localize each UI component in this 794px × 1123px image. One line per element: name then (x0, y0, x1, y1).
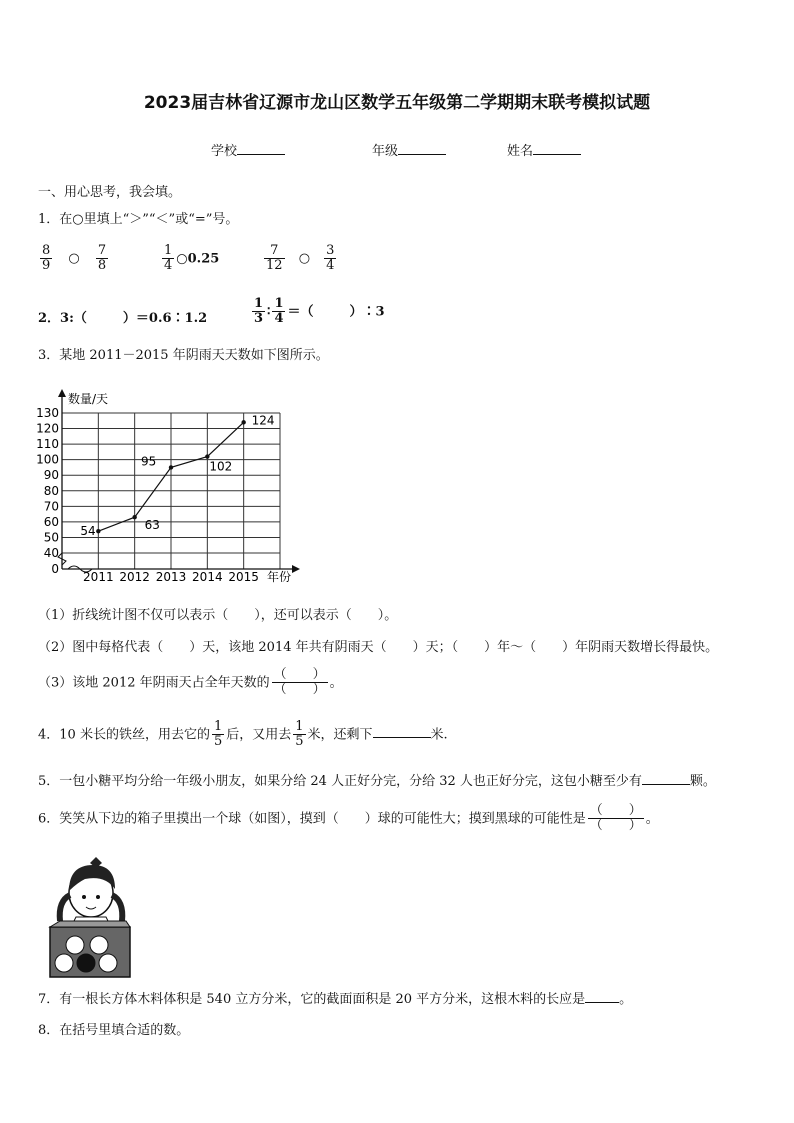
compare-circle-icon: ○ (68, 251, 80, 267)
question-3-text: 3．某地 2011－2015 年阴雨天天数如下图所示。 (38, 348, 329, 363)
y-tick-label: 130 (36, 406, 59, 420)
question-4: 4．10 米长的铁丝，用去它的 $\frac{1}{5}$ 后，又用去 $\frac{1}{5}$ 米，还剩下 米. (38, 719, 448, 750)
x-tick-label: 2013 (155, 570, 187, 584)
school-field[interactable]: 学校 (211, 140, 285, 159)
data-label: 102 (209, 459, 233, 474)
x-tick-label: 2012 (119, 570, 150, 584)
y-axis-label: 数量/天 (68, 392, 109, 406)
data-point (169, 465, 173, 469)
y-tick-label: 0 (51, 562, 59, 576)
compare-circle-icon: ○ (176, 251, 188, 267)
question-1-text: 1．在○里填上“＞”“＜”或“=”号。 (38, 212, 239, 227)
data-point (205, 454, 209, 458)
data-point (241, 420, 245, 424)
data-label: 54 (80, 524, 96, 539)
rainy-days-line-chart (30, 385, 310, 585)
data-label: 124 (251, 413, 275, 428)
grade-field[interactable]: 年级 (372, 140, 446, 159)
y-axis-arrow-icon (58, 389, 66, 397)
x-tick-label: 2015 (228, 570, 259, 584)
name-field[interactable]: 姓名 (507, 140, 581, 159)
x-axis-label: 年份 (267, 570, 292, 584)
q1-compare-c: $\frac{7}{12}$ ○ $\frac{3}{4}$ (266, 243, 335, 274)
question-6: 6．笑笑从下边的箱子里摸出一个球（如图），摸到（ ）球的可能性大；摸到黑球的可能性是 $\frac{( )}{( )}$ 。 (38, 803, 659, 834)
data-label: 95 (141, 454, 157, 469)
data-label: 63 (144, 518, 160, 533)
question-8: 8．在括号里填合适的数。 (38, 1023, 190, 1038)
q1-compare-b: $\frac{1}{4}$ ○0.25 (164, 243, 220, 274)
y-tick-label: 120 (36, 421, 59, 436)
data-point (132, 515, 136, 519)
x-tick-label: 2011 (83, 570, 114, 584)
question-3-sub2: （2）图中每格代表（ ）天，该地 2014 年共有阴雨天（ ）天；（ ）年～（ ）年阴雨天数增长得最快。 (38, 640, 719, 655)
y-tick-label: 60 (43, 514, 59, 529)
y-tick-label: 80 (43, 483, 59, 498)
question-3-sub1: （1）折线统计图不仅可以表示（ ），还可以表示（ ）。 (38, 608, 398, 623)
question-2-right: $\frac{1}{3}$ ∶ $\frac{1}{4}$ ＝（ ）∶3 (254, 296, 385, 327)
y-tick-label: 50 (43, 530, 59, 545)
section-heading: 一、用心思考，我会填。 (38, 185, 182, 200)
girl-with-box-illustration (46, 855, 136, 980)
y-tick-label: 100 (36, 452, 59, 467)
x-tick-labels (83, 570, 259, 584)
y-tick-label: 40 (43, 546, 59, 560)
data-point (96, 529, 100, 533)
chart-grid (62, 413, 280, 569)
question-5: 5．一包小糖平均分给一年级小朋友，如果分给 24 人正好分完，分给 32 人也正好分完，这包小糖至少有 颗。 (38, 774, 716, 789)
y-tick-labels (36, 406, 59, 576)
y-tick-label: 70 (43, 499, 59, 514)
x-tick-label: 2014 (192, 570, 223, 584)
page-title: 2023届吉林省辽源市龙山区数学五年级第二学期期末联考模拟试题 (143, 93, 651, 113)
question-2-left: 2．3:（ ）＝0.6∶1.2 (38, 311, 208, 326)
compare-circle-icon: ○ (298, 251, 311, 267)
q1-compare-a: $\frac{8}{9}$ ○ $\frac{7}{8}$ (42, 243, 107, 274)
y-tick-label: 110 (36, 437, 59, 452)
chart-series (80, 413, 274, 538)
question-7: 7．有一根长方体木料体积是 540 立方分米，它的截面面积是 20 平方分米，这根木料的长应是 。 (38, 992, 633, 1007)
x-axis-arrow-icon (292, 565, 300, 573)
question-3-sub3: （3）该地 2012 年阴雨天占全年天数的 $\frac{( )}{( )}$ 。 (38, 667, 343, 698)
y-tick-label: 90 (43, 468, 59, 483)
